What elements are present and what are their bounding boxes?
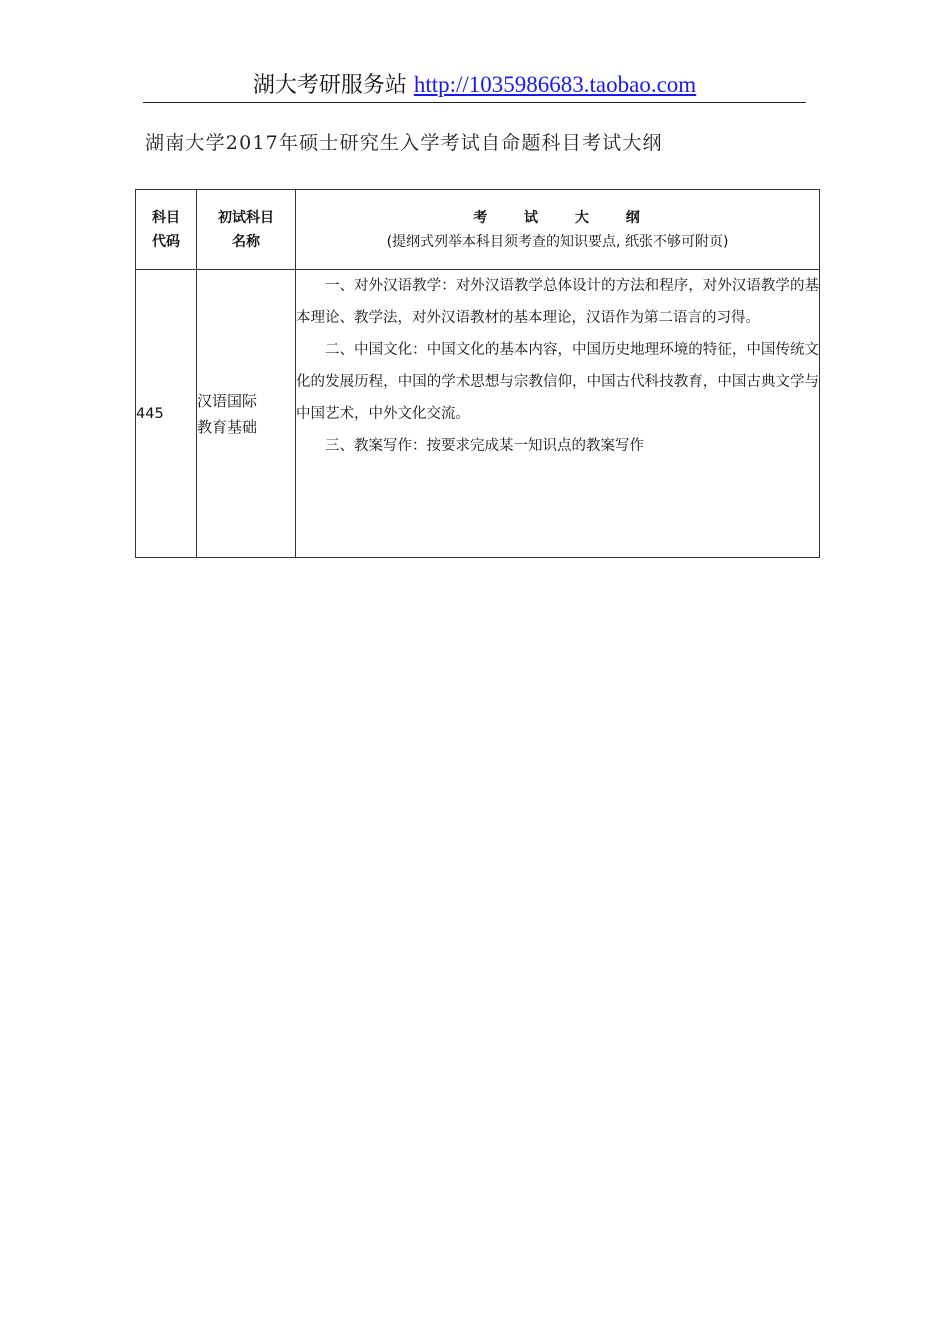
exam-outline-table xyxy=(135,189,820,558)
subject-name-line1: 汉语国际 xyxy=(197,391,258,410)
document-title: 湖南大学2017年硕士研究生入学考试自命题科目考试大纲 xyxy=(145,132,663,154)
header-subject-name xyxy=(197,190,296,270)
outline-paragraph-1: 一、对外汉语教学：对外汉语教学总体设计的方法和程序，对外汉语教学的基本理论、教学法，对外汉语教材的基本理论，汉语作为第二语言的习得。 xyxy=(296,278,819,326)
shop-link[interactable]: http://1035986683.taobao.com xyxy=(413,72,697,97)
subject-name-line2: 教育基础 xyxy=(197,417,258,436)
header-outline-note: (提纲式列举本科目须考查的知识要点, 纸张不够可附页) xyxy=(386,233,729,250)
site-name: 湖大考研服务站 xyxy=(252,73,407,98)
subject-name xyxy=(197,270,296,558)
page-header xyxy=(143,70,806,103)
header-outline-title: 考 试 大 纲 xyxy=(473,209,656,226)
header-subject-code xyxy=(136,190,197,270)
table-row xyxy=(136,270,820,558)
header-code-line1: 科目 xyxy=(152,209,180,226)
header-code-line2: 代码 xyxy=(152,233,180,250)
header-name-line2: 名称 xyxy=(232,233,260,250)
header-name-line1: 初试科目 xyxy=(218,209,274,226)
subject-code: 445 xyxy=(136,270,197,558)
table-header-row xyxy=(136,190,820,270)
outline-paragraph-3: 三、教案写作：按要求完成某一知识点的教案写作 xyxy=(325,438,644,454)
header-outline xyxy=(296,190,820,270)
outline-content xyxy=(296,270,820,558)
outline-paragraph-2: 二、中国文化：中国文化的基本内容，中国历史地理环境的特征，中国传统文化的发展历程，中国的学术思想与宗教信仰，中国古代科技教育，中国古典文学与中国艺术，中外文化交流。 xyxy=(296,342,819,422)
